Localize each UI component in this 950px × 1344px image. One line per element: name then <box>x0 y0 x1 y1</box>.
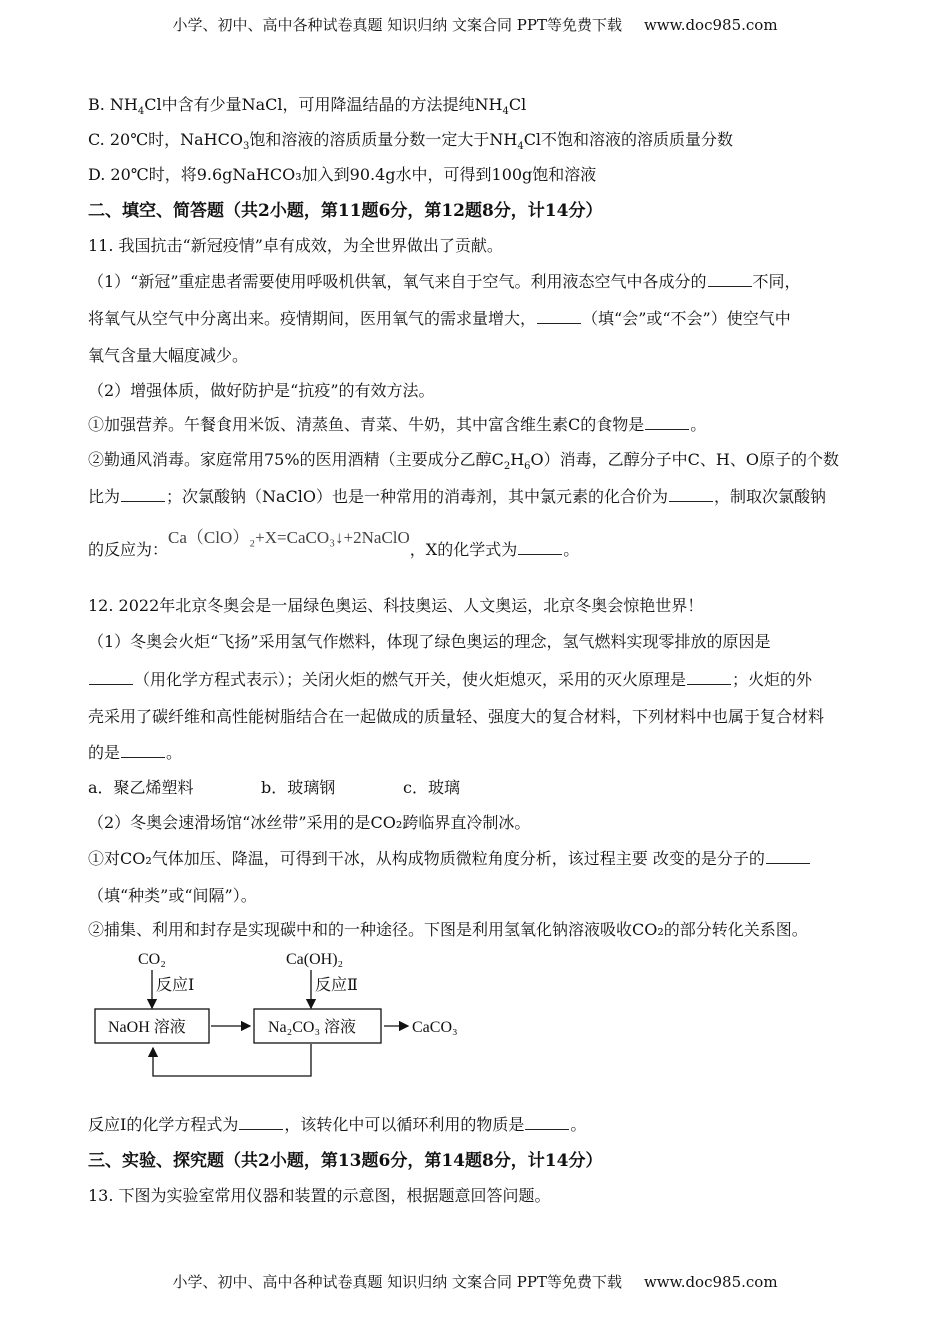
q11-part2-item2-line3: 的反应为：Ca（ClO）₂+X=CaCO₃↓+2NaClO，X的化学式为 。 <box>88 528 580 559</box>
diagram-reaction2-label: 反应Ⅱ <box>315 977 358 994</box>
q12-choice-c: c．玻璃 <box>403 778 460 797</box>
diagram-naoh-label: NaOH 溶液 <box>108 1019 186 1036</box>
q12-part2-item1-line1: ①对CO₂气体加压、降温，可得到干冰，从构成物质微粒角度分析，该过程主要 改变的是分子的 <box>88 846 811 869</box>
q10-option-d: D. 20℃时，将9.6gNaHCO₃加入到90.4g水中，可得到100g饱和溶液 <box>88 165 597 184</box>
arrow-recycle <box>153 1044 311 1076</box>
q11-part1-line3: 氧气含量大幅度减少。 <box>88 346 249 365</box>
q12-choice-a: a．聚乙烯塑料 <box>88 778 194 797</box>
q12-part1-line4: 的是 。 <box>88 743 183 762</box>
q10-option-c: C. 20℃时，NaHCO$_3$饱和溶液的溶质质量分数一定大于$NH_4Cl$不饱和溶液的溶质质量分数 <box>88 130 734 153</box>
q11-part2-item1: ①加强营养。午餐食用米饭、清蒸鱼、青菜、牛奶，其中富含维生素C的食物是 。 <box>88 415 707 434</box>
q12-part1-line1: （1）冬奥会火炬“飞扬”采用氢气作燃料，体现了绿色奥运的理念，氢气燃料实现零排放的原因是 <box>88 632 771 651</box>
q11-part2-item2-line1: ②勤通风消毒。家庭常用75%的医用酒精（主要成分乙醇$C_2H_6O$）消毒，乙醇分子中C、H、O原子的个数 <box>88 450 839 473</box>
diagram-na2co3-label: Na₂CO₃ 溶液 <box>268 1019 357 1036</box>
q12-part2-item1-line2: （填“种类”或“间隔”）。 <box>88 886 257 905</box>
q10-option-b: B. $NH_4Cl$中含有少量NaCl，可用降温结晶的方法提纯$NH_4Cl$ <box>88 95 527 118</box>
q11-part1-line2: 将氧气从空气中分离出来。疫情期间，医用氧气的需求量增大， （填“会”或“不会”）使空气中 <box>88 309 791 328</box>
answer-blank[interactable] <box>525 1115 569 1130</box>
header-slogan: 小学、初中、高中各种试卷真题 知识归纳 文案合同 PPT等免费下载 <box>172 16 622 34</box>
diagram-caco3-label: CaCO₃ <box>412 1019 458 1036</box>
reaction-equation: Ca（ClO）₂+X=CaCO₃↓+2NaClO <box>168 528 410 547</box>
q11-part1-line1: （1）“新冠”重症患者需要使用呼吸机供氧，氧气来自于空气。利用液态空气中各成分的 不同， <box>88 272 801 291</box>
q12-part2-item2: ②捕集、利用和封存是实现碳中和的一种途径。下图是利用氢氧化钠溶液吸收CO₂的部分转化关系图。 <box>88 920 808 939</box>
diagram-reaction1-label: 反应Ⅰ <box>156 977 195 994</box>
q12-stem: 12. 2022年北京冬奥会是一届绿色奥运、科技奥运、人文奥运，北京冬奥会惊艳世界！ <box>88 596 704 615</box>
footer-slogan: 小学、初中、高中各种试卷真题 知识归纳 文案合同 PPT等免费下载 <box>172 1273 622 1291</box>
q11-part2-item2-line2: 比为 ；次氯酸钠（NaClO）也是一种常用的消毒剂，其中氯元素的化合价为 ，制取次氯酸钠 <box>88 487 827 506</box>
section-3-title: 三、实验、探究题（共2小题，第13题6分，第14题8分，计14分） <box>88 1151 603 1171</box>
answer-blank[interactable] <box>239 1115 283 1130</box>
q12-part2: （2）冬奥会速滑场馆“冰丝带”采用的是CO₂跨临界直冷制冰。 <box>88 813 531 832</box>
page-footer <box>0 1271 950 1292</box>
q12-part1-line3: 壳采用了碳纤维和高性能树脂结合在一起做成的质量轻、强度大的复合材料，下列材料中也属于复合材料 <box>88 707 825 726</box>
footer-url[interactable]: www.doc985.com <box>643 1273 778 1291</box>
header-url[interactable]: www.doc985.com <box>643 16 778 34</box>
q12-part2-item3: 反应Ⅰ的化学方程式为 ，该转化中可以循环利用的物质是 。 <box>88 1115 587 1134</box>
q12-choice-b: b．玻璃钢 <box>261 778 336 797</box>
diagram-co2-label: CO₂ <box>138 951 166 968</box>
diagram-caoh2-label: Ca(OH)₂ <box>286 951 344 968</box>
q11-stem: 11. 我国抗击“新冠疫情”卓有成效，为全世界做出了贡献。 <box>88 236 503 255</box>
q13-stem: 13. 下图为实验室常用仪器和装置的示意图，根据题意回答问题。 <box>88 1186 551 1205</box>
q12-part1-line2: （用化学方程式表示）；关闭火炬的燃气开关，使火炬熄灭，采用的灭火原理是 ；火炬的外 <box>88 667 812 690</box>
q11-part2: （2）增强体质，做好防护是“抗疫”的有效方法。 <box>88 381 435 400</box>
section-2-title: 二、填空、简答题（共2小题，第11题6分，第12题8分，计14分） <box>88 201 603 221</box>
